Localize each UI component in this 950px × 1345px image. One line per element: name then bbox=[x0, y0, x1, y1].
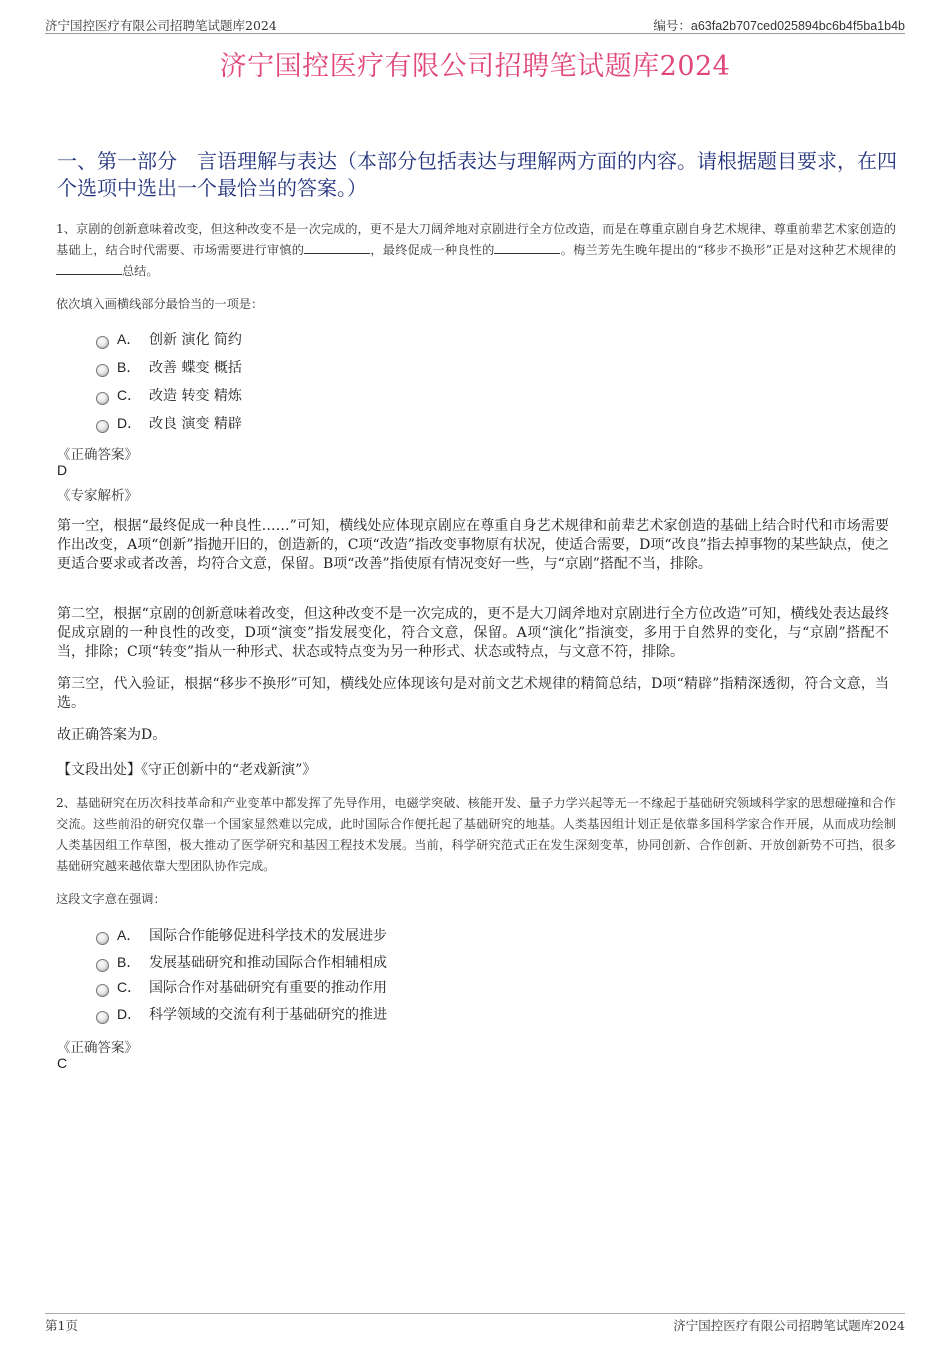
q2-option-a[interactable] bbox=[96, 925, 387, 945]
question-1-text bbox=[56, 219, 896, 282]
q1-text-part-2: ，最终促成一种良性的 bbox=[370, 243, 495, 257]
radio-icon[interactable] bbox=[96, 392, 109, 405]
q1-option-a[interactable] bbox=[96, 329, 242, 349]
option-letter: C． bbox=[117, 979, 142, 995]
radio-icon[interactable] bbox=[96, 336, 109, 349]
option-letter: C． bbox=[117, 387, 142, 403]
option-text: 改良 演变 精辟 bbox=[149, 416, 242, 432]
option-text: 改造 转变 精炼 bbox=[149, 388, 242, 404]
radio-icon[interactable] bbox=[96, 959, 109, 972]
q1-option-d[interactable] bbox=[96, 413, 242, 433]
q1-answer-label: 《正确答案》 bbox=[57, 447, 138, 463]
option-letter: A． bbox=[117, 331, 141, 347]
radio-icon[interactable] bbox=[96, 932, 109, 945]
header-doc-name: 济宁国控医疗有限公司招聘笔试题库2024 bbox=[45, 18, 277, 33]
q1-text-part-1: 1、京剧的创新意味着改变，但这种改变不是一次完成的，更不是大刀阔斧地对京剧进行全方位改造，而是在尊重京剧自身艺术规律、尊重前辈艺术家创造的基础上，结合时代需要、市场需要进行审慎的 bbox=[56, 222, 896, 257]
q1-source: 【文段出处】《守正创新中的“老戏新演”》 bbox=[57, 762, 317, 778]
page-suffix: 页 bbox=[65, 1318, 78, 1333]
header-code-label: 编号： bbox=[653, 18, 691, 33]
header-doc-code bbox=[653, 16, 905, 34]
option-text: 创新 演化 简约 bbox=[149, 332, 242, 348]
question-2-text: 2、基础研究在历次科技革命和产业变革中都发挥了先导作用，电磁学突破、核能开发、量子力学兴起等无一不缘起于基础研究领域科学家的思想碰撞和合作交流。这些前沿的研究仅靠一个国家显然难以完成，此时国际合作便托起了基础研究的地基。人类基因组计划正是依靠多国科学家合作开展，从而成功绘制人类基因组工作草图，极大推动了医学研究和基因工程技术发展。当前，科学研究范式正在发生深刻变革，协同创新、合作创新、开放创新势不可挡，很多基础研究越来越依靠大型团队协作完成。 bbox=[56, 796, 896, 873]
option-text: 国际合作对基础研究有重要的推动作用 bbox=[149, 980, 387, 996]
q1-analysis-paragraph-3: 第三空，代入验证，根据“移步不换形”可知，横线处应体现该句是对前文艺术规律的精简总结，D项“精辟”指精深透彻，符合文意，当选。 bbox=[57, 676, 889, 711]
page-prefix: 第 bbox=[45, 1318, 58, 1333]
radio-icon[interactable] bbox=[96, 364, 109, 377]
option-letter: A． bbox=[117, 927, 141, 943]
q2-answer: C bbox=[57, 1055, 68, 1071]
radio-icon[interactable] bbox=[96, 1011, 109, 1024]
q1-answer: D bbox=[57, 462, 68, 478]
option-text: 发展基础研究和推动国际合作相辅相成 bbox=[149, 955, 387, 971]
footer-doc-name: 济宁国控医疗有限公司招聘笔试题库2024 bbox=[673, 1318, 905, 1333]
header-code-value: a63fa2b707ced025894bc6b4f5ba1b4b bbox=[690, 19, 905, 33]
option-letter: B． bbox=[117, 359, 141, 375]
q1-option-b[interactable] bbox=[96, 357, 242, 377]
section-title: 一、第一部分 言语理解与表达（本部分包括表达与理解两方面的内容。请根据题目要求，在四个选项中选出一个最恰当的答案。） bbox=[57, 149, 897, 200]
option-text: 国际合作能够促进科学技术的发展进步 bbox=[149, 928, 387, 944]
page-num: 1 bbox=[57, 1318, 66, 1333]
radio-icon[interactable] bbox=[96, 984, 109, 997]
q1-blank-3 bbox=[56, 263, 122, 275]
q1-blank-1 bbox=[304, 242, 370, 254]
q1-text-part-4: 总结。 bbox=[122, 264, 159, 278]
footer-divider bbox=[45, 1313, 905, 1314]
q1-analysis-conclusion: 故正确答案为D。 bbox=[57, 727, 167, 743]
q2-option-b[interactable] bbox=[96, 952, 387, 972]
q1-analysis-paragraph-2: 第二空，根据“京剧的创新意味着改变，但这种改变不是一次完成的，更不是大刀阔斧地对京剧进行全方位改造”可知，横线处表达最终促成京剧的一种良性的改变，D项“演变”指发展变化，符合文意，保留。A项“演化”指演变，多用于自然界的变化，与“京剧”搭配不当，排除；C项“转变”指从一种形式、状态或特点变为另一种形式、状态或特点，与文意不符，排除。 bbox=[57, 606, 889, 660]
q1-text-part-3: 。梅兰芳先生晚年提出的“移步不换形”正是对这种艺术规律的 bbox=[560, 243, 897, 257]
question-2-prompt: 这段文字意在强调： bbox=[56, 892, 166, 906]
q2-option-d[interactable] bbox=[96, 1004, 387, 1024]
question-1-prompt: 依次填入画横线部分最恰当的一项是： bbox=[56, 297, 264, 311]
option-letter: D． bbox=[117, 415, 142, 431]
option-letter: D． bbox=[117, 1006, 142, 1022]
q2-answer-label: 《正确答案》 bbox=[57, 1040, 138, 1056]
document-title: 济宁国控医疗有限公司招聘笔试题库2024 bbox=[219, 51, 731, 82]
option-text: 改善 蝶变 概括 bbox=[149, 360, 242, 376]
footer-page-number bbox=[45, 1316, 78, 1334]
q1-option-c[interactable] bbox=[96, 385, 242, 405]
option-letter: B． bbox=[117, 954, 141, 970]
q1-analysis-label: 《专家解析》 bbox=[57, 488, 138, 504]
page-header bbox=[45, 14, 905, 34]
option-text: 科学领域的交流有利于基础研究的推进 bbox=[149, 1007, 387, 1023]
q2-option-c[interactable] bbox=[96, 977, 387, 997]
radio-icon[interactable] bbox=[96, 420, 109, 433]
q1-blank-2 bbox=[494, 242, 560, 254]
q1-analysis-paragraph-1: 第一空，根据“最终促成一种良性……”可知，横线处应体现京剧应在尊重自身艺术规律和前辈艺术家创造的基础上结合时代和市场需要作出改变，A项“创新”指抛开旧的，创造新的，C项“改造”指改变事物原有状况，使适合需要，D项“改良”指去掉事物的某些缺点，使之更适合要求或者改善，均符合文意，保留。B项“改善”指使原有情况变好一些，与“京剧”搭配不当，排除。 bbox=[57, 518, 889, 572]
